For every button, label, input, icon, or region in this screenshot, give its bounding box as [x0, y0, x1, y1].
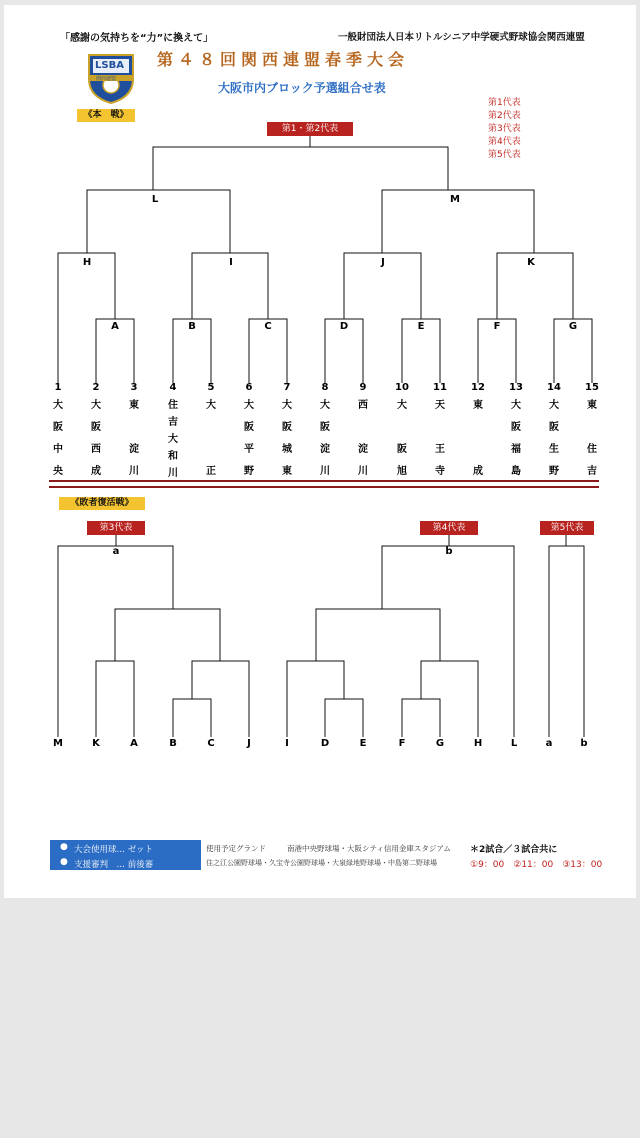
team-name-char: 東 [129, 400, 139, 411]
bracket-label-C: C [264, 321, 272, 332]
team-number: 6 [245, 382, 253, 393]
motto: 「感謝の気持ちを“力”に換えて」 [60, 33, 214, 44]
main-section-label: 《本 戦》 [77, 109, 135, 122]
repechage-slot: G [435, 738, 445, 749]
bracket-label-H: H [82, 257, 92, 268]
team-number: 13 [509, 382, 523, 393]
repechage-section-label: 《敗者復活戦》 [59, 497, 145, 510]
umpire-info: 支援審判 … 前後審 [74, 860, 154, 870]
team-name-char: 野 [549, 466, 559, 477]
bracket-label-E: E [417, 321, 425, 332]
tag-5th: 第5代表 [540, 521, 594, 535]
bracket-label-L: L [151, 194, 159, 205]
team-number: 8 [321, 382, 329, 393]
team-name-char: 寺 [435, 466, 445, 477]
team-name-char: 淀 [358, 444, 368, 455]
repechage-slot: L [510, 738, 518, 749]
team-name-char: 福 [511, 444, 521, 455]
rep-3: 第3代表 [488, 124, 521, 134]
team-name-char: 東 [473, 400, 483, 411]
team-number: 14 [547, 382, 561, 393]
team-number: 4 [169, 382, 177, 393]
team-name-char: 西 [91, 444, 101, 455]
team-name-char: 大 [244, 400, 254, 411]
repechage-bracket-lines [4, 5, 636, 765]
team-name-char: 大 [397, 400, 407, 411]
logo-text: LSBA [95, 60, 124, 71]
team-name-char: 大 [53, 400, 63, 411]
team-name-char: 阪 [244, 422, 254, 433]
repechage-slot: A [130, 738, 138, 749]
repechage-slot: E [359, 738, 367, 749]
schedule-note: ＊2試合／３試合共に [470, 845, 558, 855]
bracket-label-M: M [450, 194, 460, 205]
logo-subtext: 関西連盟 [96, 76, 117, 82]
team-number: 7 [283, 382, 291, 393]
rep-5: 第5代表 [488, 150, 521, 160]
repechage-slot: C [207, 738, 215, 749]
team-name-char: 大 [511, 400, 521, 411]
team-name-char: 吉 [168, 417, 178, 428]
bracket-label-G: G [568, 321, 578, 332]
page-subtitle: 大阪市内ブロック予選組合せ表 [218, 81, 386, 95]
team-name-char: 大 [320, 400, 330, 411]
bullet-1: ● [60, 842, 68, 852]
repechage-slot: b [580, 738, 588, 749]
organizer: 一般財団法人日本リトルシニア中学硬式野球協会関西連盟 [338, 32, 585, 43]
team-name-char: 阪 [282, 422, 292, 433]
team-name-char: 野 [244, 466, 254, 477]
team-name-char: 東 [282, 466, 292, 477]
team-name-char: 大 [91, 400, 101, 411]
team-name-char: 川 [320, 466, 330, 477]
team-number: 12 [471, 382, 485, 393]
team-name-char: 阪 [549, 422, 559, 433]
repechage-slot: D [320, 738, 330, 749]
team-name-char: 成 [91, 466, 101, 477]
team-name-char: 央 [53, 466, 63, 477]
bracket-label-B: B [188, 321, 196, 332]
team-name-char: 住 [587, 444, 597, 455]
bracket-sheet [4, 5, 636, 898]
rep-bracket-label-a: a [112, 546, 120, 557]
team-name-char: 阪 [91, 422, 101, 433]
team-number: 5 [207, 382, 215, 393]
team-name-char: 阪 [511, 422, 521, 433]
bracket-label-I: I [229, 257, 233, 268]
team-name-char: 川 [358, 466, 368, 477]
team-name-char: 西 [358, 400, 368, 411]
team-name-char: 阪 [320, 422, 330, 433]
team-number: 15 [585, 382, 599, 393]
team-name-char: 旭 [397, 466, 407, 477]
final-tag: 第1・第2代表 [267, 122, 353, 136]
team-name-char: 島 [511, 466, 521, 477]
team-name-char: 大 [282, 400, 292, 411]
team-name-char: 阪 [397, 444, 407, 455]
repechage-slot: B [169, 738, 177, 749]
team-number: 2 [92, 382, 100, 393]
team-name-char: 成 [473, 466, 483, 477]
team-name-char: 大 [206, 400, 216, 411]
team-name-char: 生 [549, 444, 559, 455]
grounds-line-2: 住之江公園野球場・久宝寺公園野球場・大泉緑地野球場・中島第二野球場 [206, 859, 437, 867]
team-name-char: 淀 [320, 444, 330, 455]
team-name-char: 住 [168, 400, 178, 411]
team-number: 10 [395, 382, 409, 393]
rep-4: 第4代表 [488, 137, 521, 147]
team-name-char: 城 [282, 444, 292, 455]
repechage-slot: a [545, 738, 553, 749]
team-name-char: 川 [168, 468, 178, 479]
team-name-char: 天 [435, 400, 445, 411]
team-number: 3 [130, 382, 138, 393]
footer-info-box [50, 840, 201, 870]
repechage-slot: M [53, 738, 63, 749]
team-name-char: 川 [129, 466, 139, 477]
tag-3rd: 第3代表 [87, 521, 145, 535]
bullet-2: ● [60, 857, 68, 867]
team-number: 11 [433, 382, 447, 393]
bracket-label-K: K [527, 257, 535, 268]
team-name-char: 吉 [587, 466, 597, 477]
team-name-char: 大 [549, 400, 559, 411]
team-name-char: 大 [168, 434, 178, 445]
repechage-slot: F [398, 738, 406, 749]
team-number: 1 [54, 382, 62, 393]
team-name-char: 中 [53, 444, 63, 455]
bracket-label-D: D [339, 321, 349, 332]
ball-info: 大会使用球… ゼット [74, 845, 154, 855]
team-name-char: 東 [587, 400, 597, 411]
schedule-times: ①9：00 ②11：00 ③13：00 [470, 860, 603, 870]
team-name-char: 平 [244, 444, 254, 455]
bracket-label-A: A [111, 321, 119, 332]
bracket-label-J: J [381, 257, 385, 268]
rep-2: 第2代表 [488, 111, 521, 121]
team-name-char: 淀 [129, 444, 139, 455]
grounds-line-1: 南港中央野球場・大阪シティ信用金庫スタジアム [287, 844, 451, 853]
ground-label: 使用予定グランド [206, 844, 266, 853]
tag-4th: 第4代表 [420, 521, 478, 535]
repechage-slot: I [285, 738, 289, 749]
rep-1: 第1代表 [488, 98, 521, 108]
team-name-char: 王 [435, 444, 445, 455]
repechage-slot: K [92, 738, 100, 749]
bracket-label-F: F [493, 321, 501, 332]
rep-bracket-label-b: b [445, 546, 453, 557]
page-title: 第４８回関西連盟春季大会 [157, 50, 410, 69]
team-number: 9 [359, 382, 367, 393]
repechage-slot: H [473, 738, 483, 749]
team-name-char: 和 [168, 451, 178, 462]
team-name-char: 阪 [53, 422, 63, 433]
team-name-char: 正 [206, 466, 216, 477]
repechage-slot: J [247, 738, 251, 749]
